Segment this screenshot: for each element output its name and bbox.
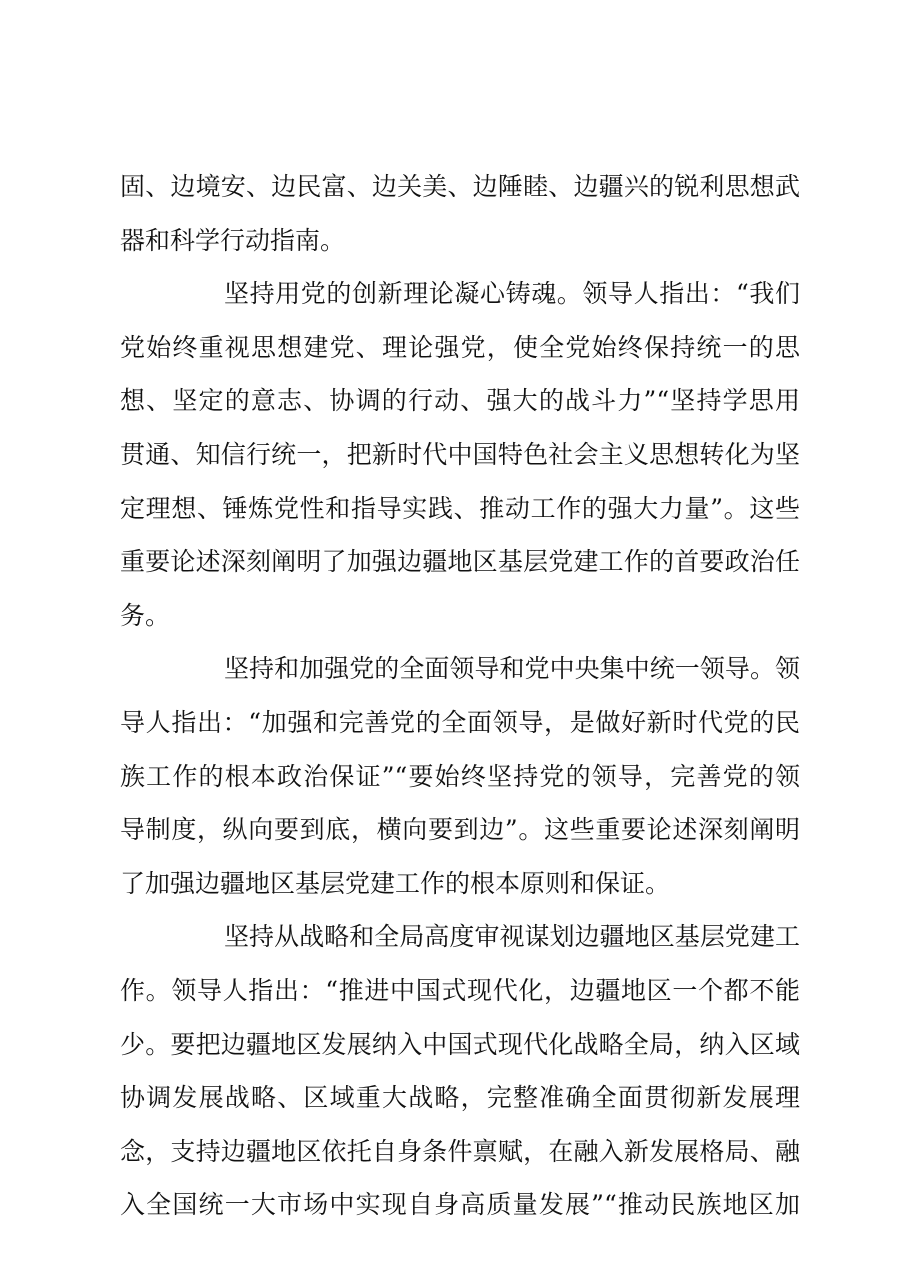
text-line: 务。: [120, 600, 171, 630]
text-line: 作。领导人指出：“推进中国式现代化，边疆地区一个都不能: [120, 975, 800, 1005]
text-line: 坚持从战略和全局高度审视谋划边疆地区基层党建工: [224, 922, 800, 952]
text-line: 坚持和加强党的全面领导和党中央集中统一领导。领: [224, 654, 800, 684]
text-line: 协调发展战略、区域重大战略，完整准确全面贯彻新发展理: [120, 1083, 800, 1113]
text-line: 定理想、锤炼党性和指导实践、推动工作的强大力量”。这些: [120, 493, 800, 523]
text-line: 想、坚定的意志、协调的行动、强大的战斗力”“坚持学思用: [120, 386, 800, 416]
text-line: 器和科学行动指南。: [120, 225, 346, 255]
paragraph-theory: [120, 267, 800, 642]
text-line: 固、边境安、边民富、边关美、边陲睦、边疆兴的锐利思想武: [120, 172, 800, 201]
text-line: 念，支持边疆地区依托自身条件禀赋，在融入新发展格局、融: [120, 1136, 800, 1166]
text-line: 了加强边疆地区基层党建工作的根本原则和保证。: [120, 868, 671, 898]
text-line: 重要论述深刻阐明了加强边疆地区基层党建工作的首要政治任: [120, 547, 800, 577]
text-line: 坚持用党的创新理论凝心铸魂。领导人指出：“我们: [224, 279, 800, 309]
text-line: 导人指出：“加强和完善党的全面领导，是做好新时代党的民: [120, 707, 800, 737]
text-line: 导制度，纵向要到底，横向要到边”。这些重要论述深刻阐明: [120, 815, 800, 845]
text-line: 入全国统一大市场中实现自身高质量发展”“推动民族地区加: [120, 1190, 800, 1220]
body-text: [120, 160, 800, 1232]
paragraph-continued: [120, 160, 800, 267]
text-line: 少。要把边疆地区发展纳入中国式现代化战略全局，纳入区域: [120, 1029, 800, 1059]
text-line: 族工作的根本政治保证”“要始终坚持党的领导，完善党的领: [120, 761, 800, 791]
paragraph-leadership: [120, 642, 800, 910]
paragraph-strategy: [120, 910, 800, 1232]
text-line: 贯通、知信行统一，把新时代中国特色社会主义思想转化为坚: [120, 439, 800, 469]
text-line: 党始终重视思想建党、理论强党，使全党始终保持统一的思: [120, 332, 800, 362]
